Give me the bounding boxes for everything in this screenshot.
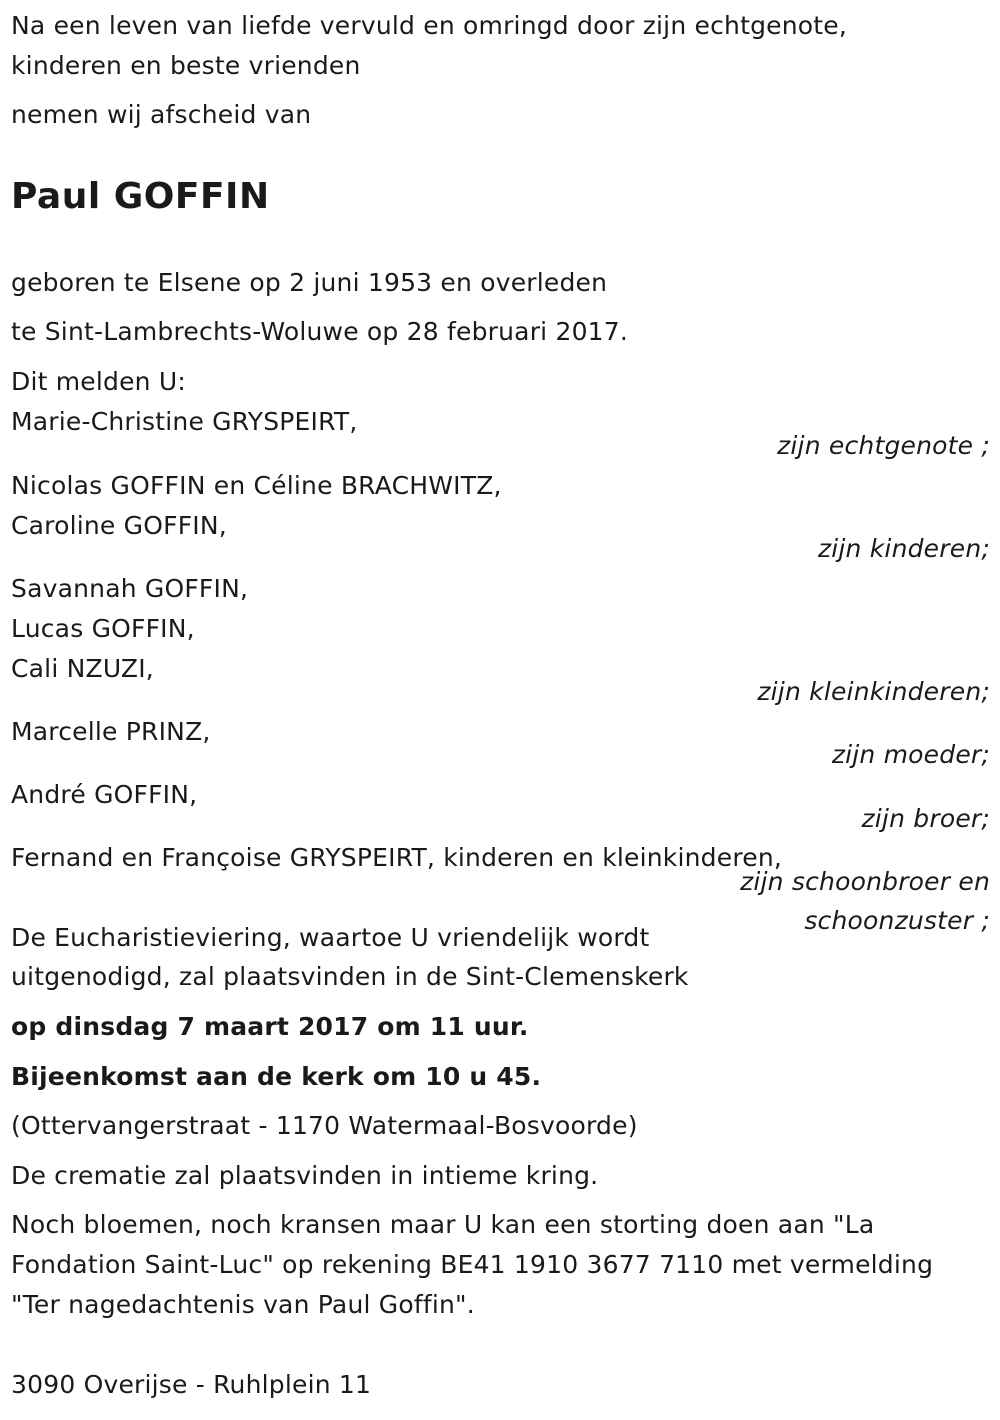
spouse-name: Marie-Christine GRYSPEIRT, (11, 407, 358, 436)
ceremony-address: (Ottervangerstraat - 1170 Watermaal-Bosvoorde) (11, 1111, 638, 1140)
ceremony-date: op dinsdag 7 maart 2017 om 11 uur. (11, 1012, 529, 1041)
death-line: te Sint-Lambrechts-Woluwe op 28 februari 2017. (11, 317, 629, 346)
announcers-heading: Dit melden U: (11, 367, 186, 396)
in-laws-role-line-2: schoonzuster ; (804, 906, 990, 935)
child-name: Nicolas GOFFIN en Céline BRACHWITZ, (11, 471, 502, 500)
ceremony-line-1: De Eucharistieviering, waartoe U vriendelijk wordt (11, 923, 650, 952)
cremation-line: De crematie zal plaatsvinden in intieme kring. (11, 1161, 599, 1190)
donation-line-3: "Ter nagedachtenis van Paul Goffin". (11, 1290, 475, 1319)
grandchild-name: Savannah GOFFIN, (11, 574, 249, 603)
mother-role: zijn moeder; (831, 740, 990, 769)
family-address: 3090 Overijse - Ruhlplein 11 (11, 1370, 372, 1399)
intro-line-2: kinderen en beste vrienden (11, 51, 361, 80)
ceremony-line-2: uitgenodigd, zal plaatsvinden in de Sint-Clemenskerk (11, 962, 689, 991)
grandchild-name: Lucas GOFFIN, (11, 614, 195, 643)
intro-line-3: nemen wij afscheid van (11, 100, 312, 129)
intro-line-1: Na een leven van liefde vervuld en omringd door zijn echtgenote, (11, 11, 848, 40)
child-name: Caroline GOFFIN, (11, 511, 227, 540)
spouse-role: zijn echtgenote ; (777, 431, 990, 460)
children-role: zijn kinderen; (817, 534, 990, 563)
in-laws-name: Fernand en Françoise GRYSPEIRT, kinderen en kleinkinderen, (11, 843, 783, 872)
donation-line-1: Noch bloemen, noch kransen maar U kan een storting doen aan "La (11, 1210, 875, 1239)
brother-name: André GOFFIN, (11, 780, 198, 809)
birth-line: geboren te Elsene op 2 juni 1953 en overleden (11, 268, 608, 297)
grandchildren-role: zijn kleinkinderen; (757, 677, 990, 706)
deceased-name: Paul GOFFIN (11, 176, 270, 217)
ceremony-gathering: Bijeenkomst aan de kerk om 10 u 45. (11, 1062, 542, 1091)
brother-role: zijn broer; (861, 804, 990, 833)
grandchild-name: Cali NZUZI, (11, 654, 154, 683)
in-laws-role-line-1: zijn schoonbroer en (740, 867, 990, 896)
donation-line-2: Fondation Saint-Luc" op rekening BE41 1910 3677 7110 met vermelding (11, 1250, 934, 1279)
mother-name: Marcelle PRINZ, (11, 717, 211, 746)
